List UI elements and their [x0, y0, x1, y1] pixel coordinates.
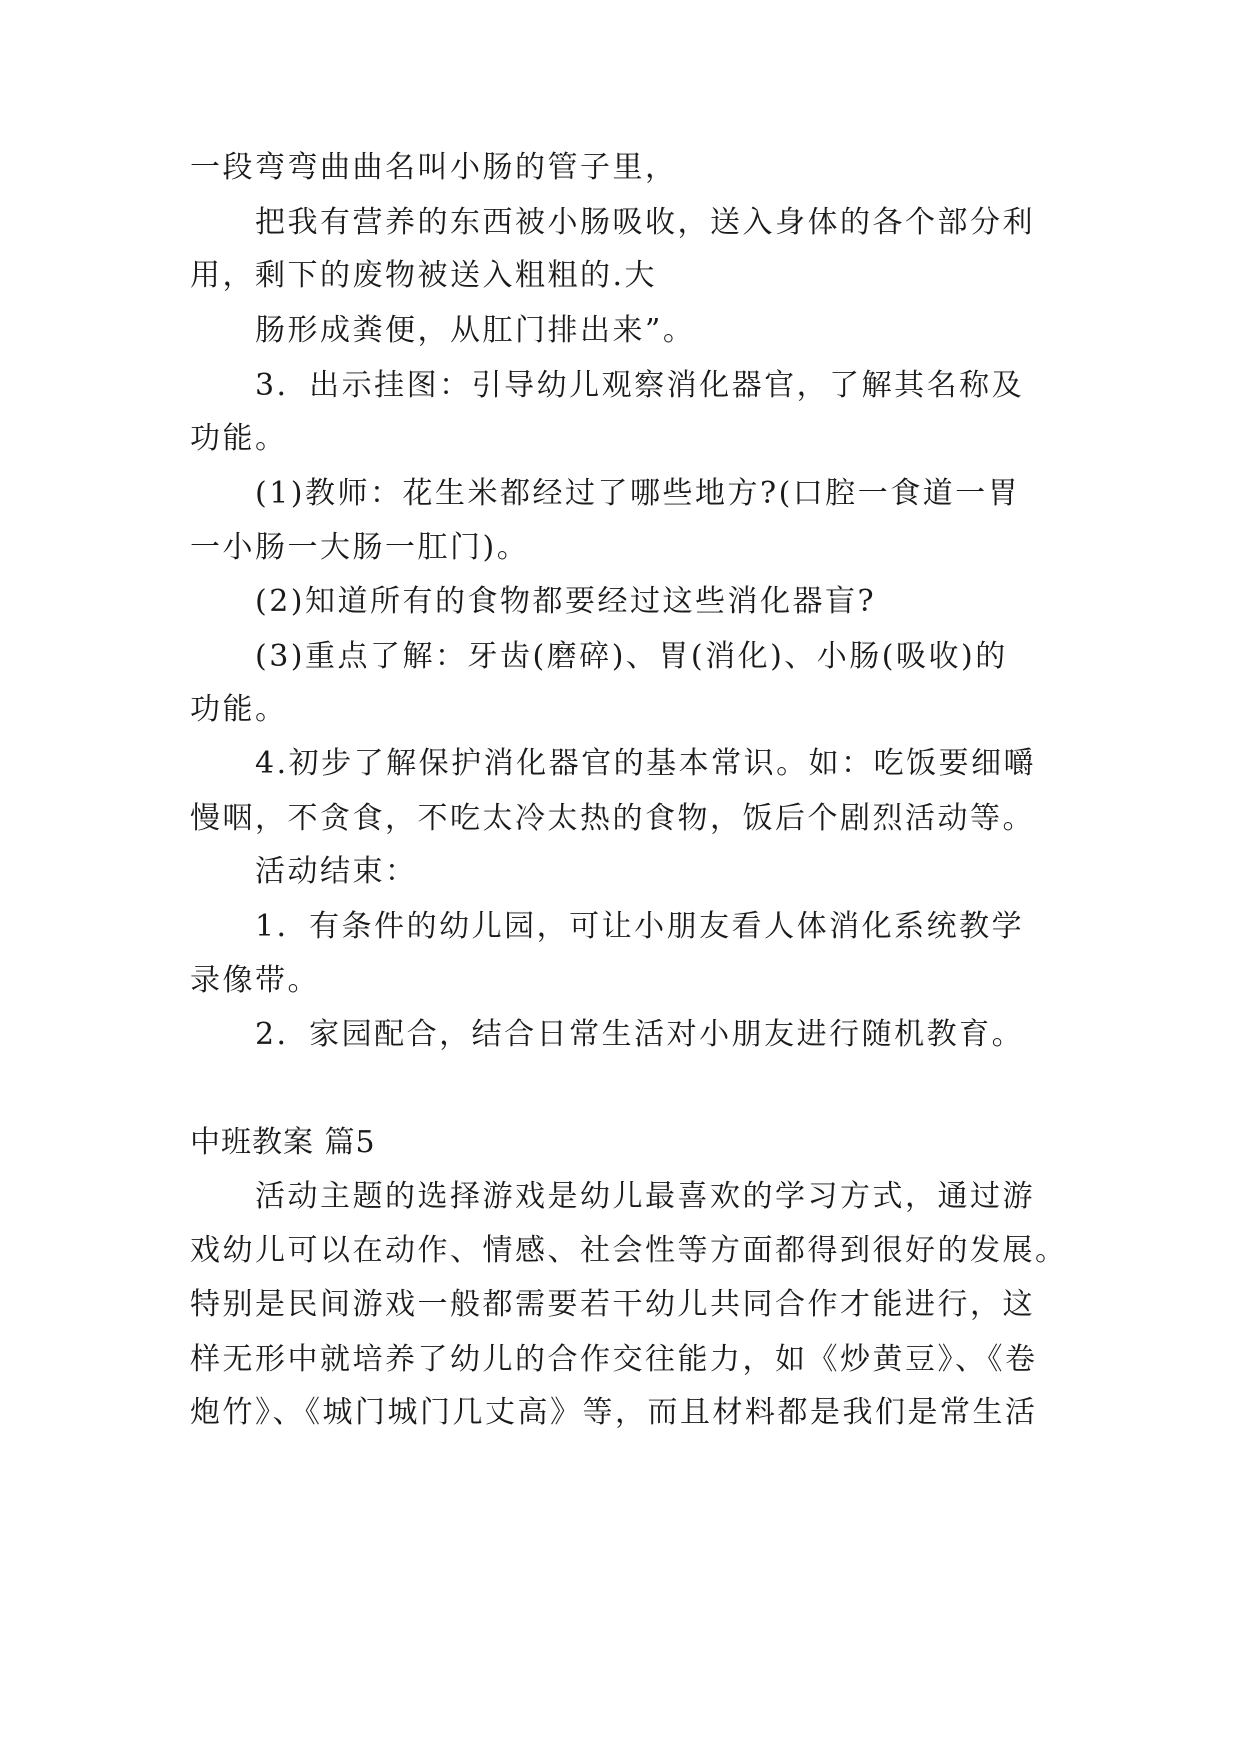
text-line: 2．家园配合，结合日常生活对小朋友进行随机教育。	[255, 1017, 1025, 1052]
text-line: 特别是民间游戏一般都需要若干幼儿共同合作才能进行，这	[190, 1287, 1035, 1322]
text-line: 3．出示挂图：引导幼儿观察消化器官，了解其名称及	[255, 368, 1025, 403]
section-title: 中班教案 篇5	[190, 1125, 376, 1160]
text-line: 活动结束：	[255, 854, 418, 889]
text-line: (3)重点了解：牙齿(磨碎)、胃(消化)、小肠(吸收)的	[255, 639, 1008, 674]
text-line: 慢咽，不贪食，不吃太冷太热的食物，饭后个剧烈活动等。	[190, 801, 1035, 836]
text-line: 4.初步了解保护消化器官的基本常识。如：吃饭要细嚼	[255, 746, 1037, 781]
text-line: 功能。	[190, 692, 288, 727]
text-line: 戏幼儿可以在动作、情感、社会性等方面都得到很好的发展。	[190, 1233, 1068, 1268]
text-line: 一段弯弯曲曲名叫小肠的管子里，	[190, 150, 678, 185]
text-line: 用，剩下的废物被送入粗粗的.大	[190, 258, 658, 293]
text-line: 样无形中就培养了幼儿的合作交往能力，如《炒黄豆》、《卷	[190, 1342, 1038, 1377]
text-line: (1)教师：花生米都经过了哪些地方?(口腔一食道一胃	[255, 476, 1021, 511]
text-line: (2)知道所有的食物都要经过这些消化器盲?	[255, 584, 877, 619]
text-line: 肠形成粪便，从肛门排出来”。	[255, 313, 696, 348]
text-line: 炮竹》、《城门城门几丈高》等，而且材料都是我们是常生活	[190, 1395, 1038, 1430]
text-line: 把我有营养的东西被小肠吸收，送入身体的各个部分利	[255, 205, 1035, 240]
text-line: 活动主题的选择游戏是幼儿最喜欢的学习方式，通过游	[255, 1179, 1035, 1214]
text-line: 一小肠一大肠一肛门)。	[190, 530, 530, 565]
text-line: 功能。	[190, 421, 288, 456]
text-line: 录像带。	[190, 963, 320, 998]
text-line: 1．有条件的幼儿园，可让小朋友看人体消化系统教学	[255, 909, 1025, 944]
